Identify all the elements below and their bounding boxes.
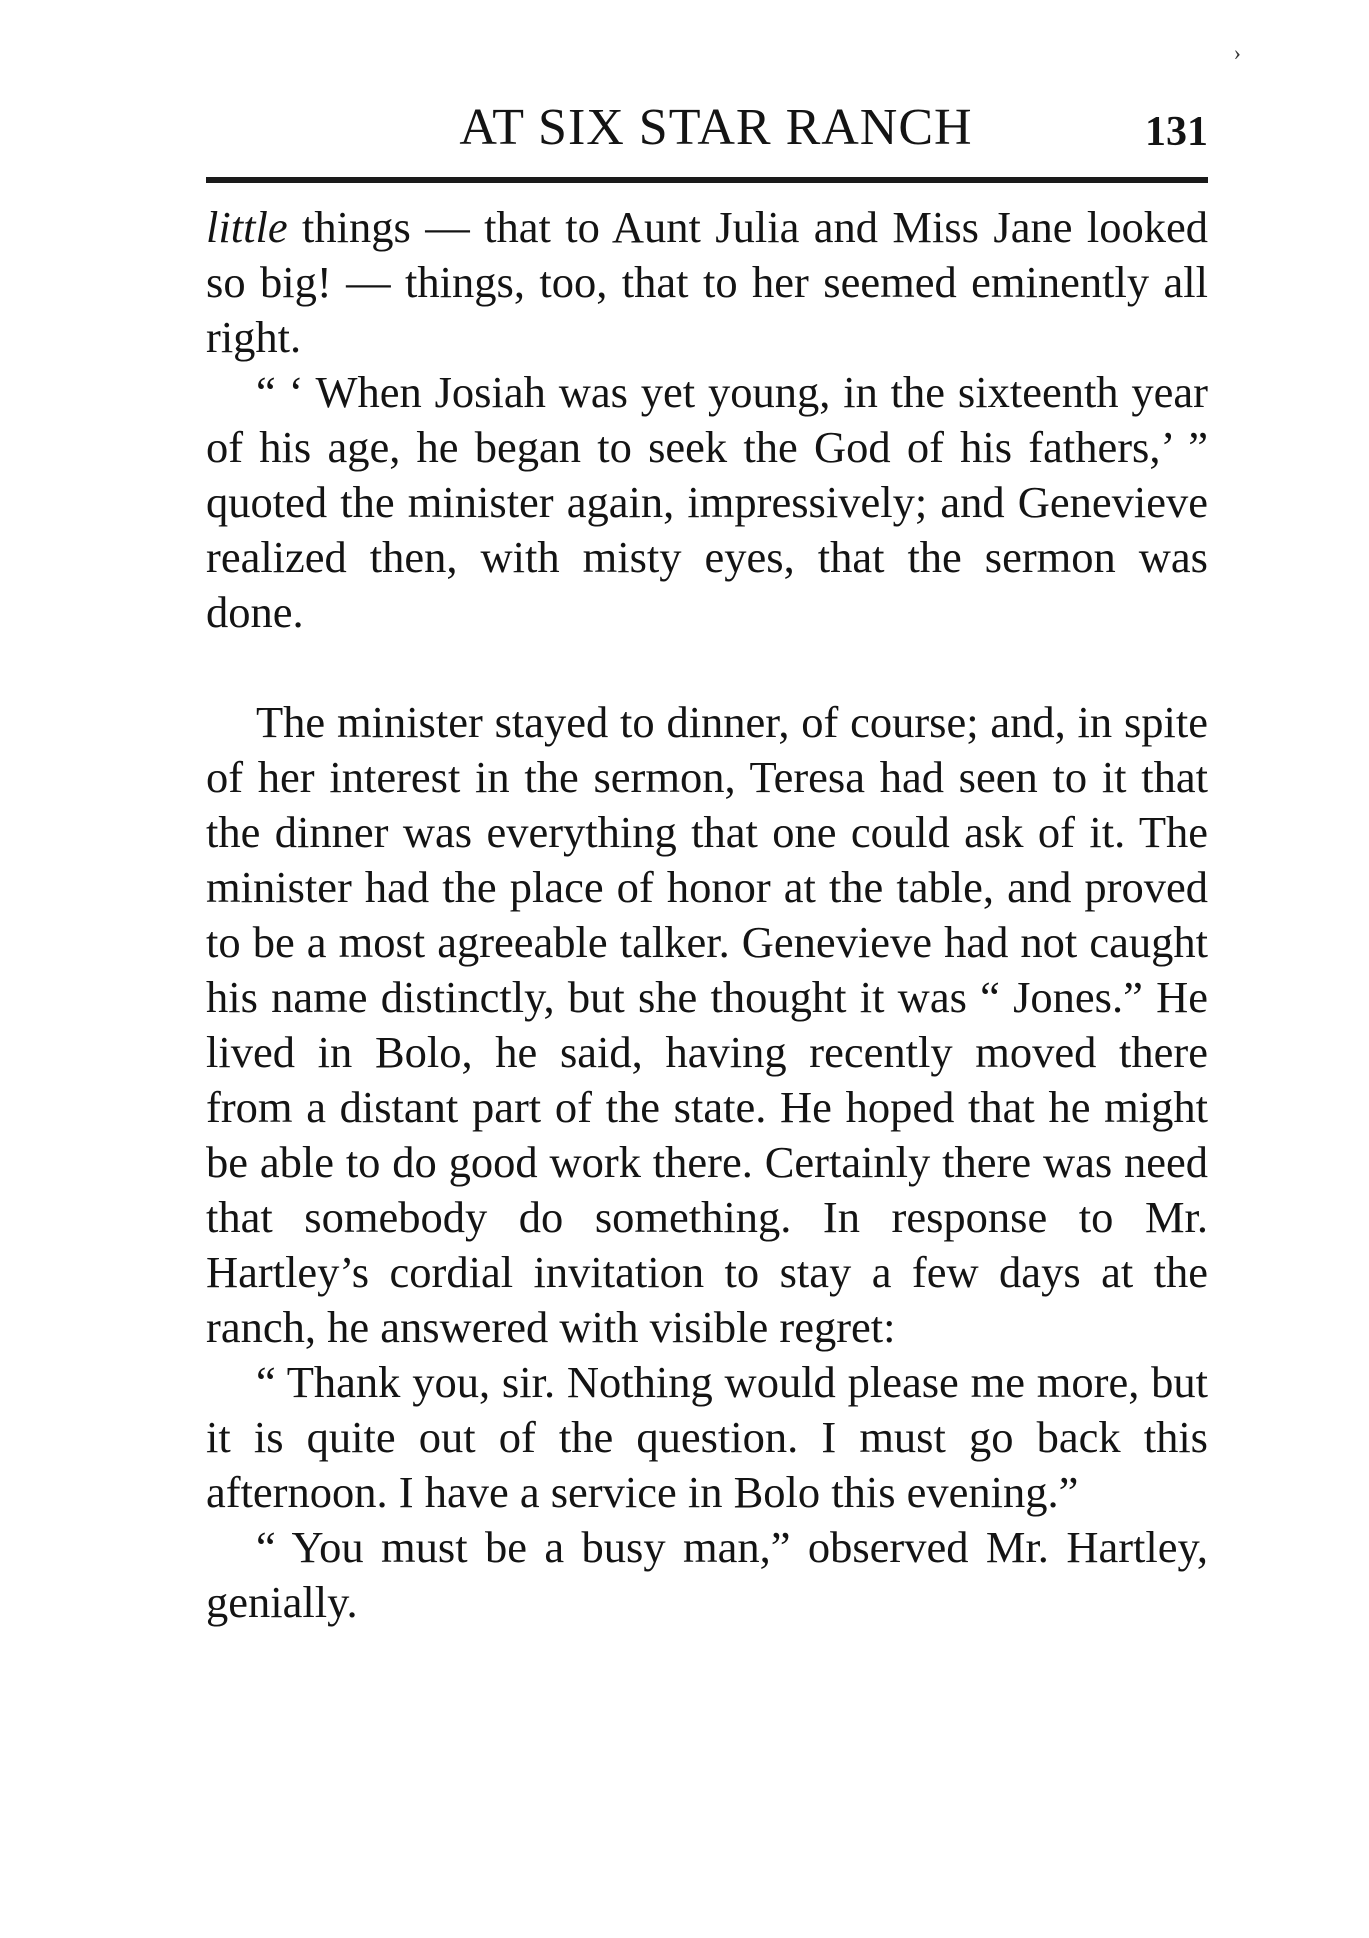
paragraph-1-text: things — that to Aunt Julia and Miss Jane looked so big! — things, too, that to her seemed eminently all right. [206, 202, 1208, 362]
margin-mark: › [1233, 40, 1241, 65]
paragraph-2: “ ‘ When Josiah was yet young, in the sixteenth year of his age, he began to seek the God of his fathers,’ ” quoted the minister again, impressively; and Genevieve realized then, with misty eyes, that the sermon was done. [206, 367, 1208, 637]
paragraph-4: “ Thank you, sir. Nothing would please me more, but it is quite out of the question. I must go back this afternoon. I have a service in Bolo this evening.” [206, 1357, 1208, 1517]
paragraph-1 [206, 200, 1208, 365]
header-rule [206, 177, 1208, 183]
page-number: 131 [1145, 109, 1208, 155]
running-title: AT SIX STAR RANCH [459, 99, 973, 156]
paragraph-5: “ You must be a busy man,” observed Mr. Hartley, genially. [206, 1522, 1208, 1627]
italic-lead: little [206, 202, 288, 252]
body-text [206, 200, 1208, 1630]
section-break [206, 640, 1208, 695]
page-header [204, 96, 1208, 160]
paragraph-3: The minister stayed to dinner, of course; and, in spite of her interest in the sermon, Teresa had seen to it that the dinner was everything that one could ask of it. The minister had the place of honor at the table, and proved to be a most agreeable talker. Genevieve had not caught his name distinctly, but she thought it was “ Jones.” He lived in Bolo, he said, having recently moved there from a distant part of the state. He hoped that he might be able to do good work there. Certainly there was need that somebody do something. In response to Mr. Hartley’s cordial invitation to stay a few days at the ranch, he answered with visible regret: [206, 697, 1208, 1352]
